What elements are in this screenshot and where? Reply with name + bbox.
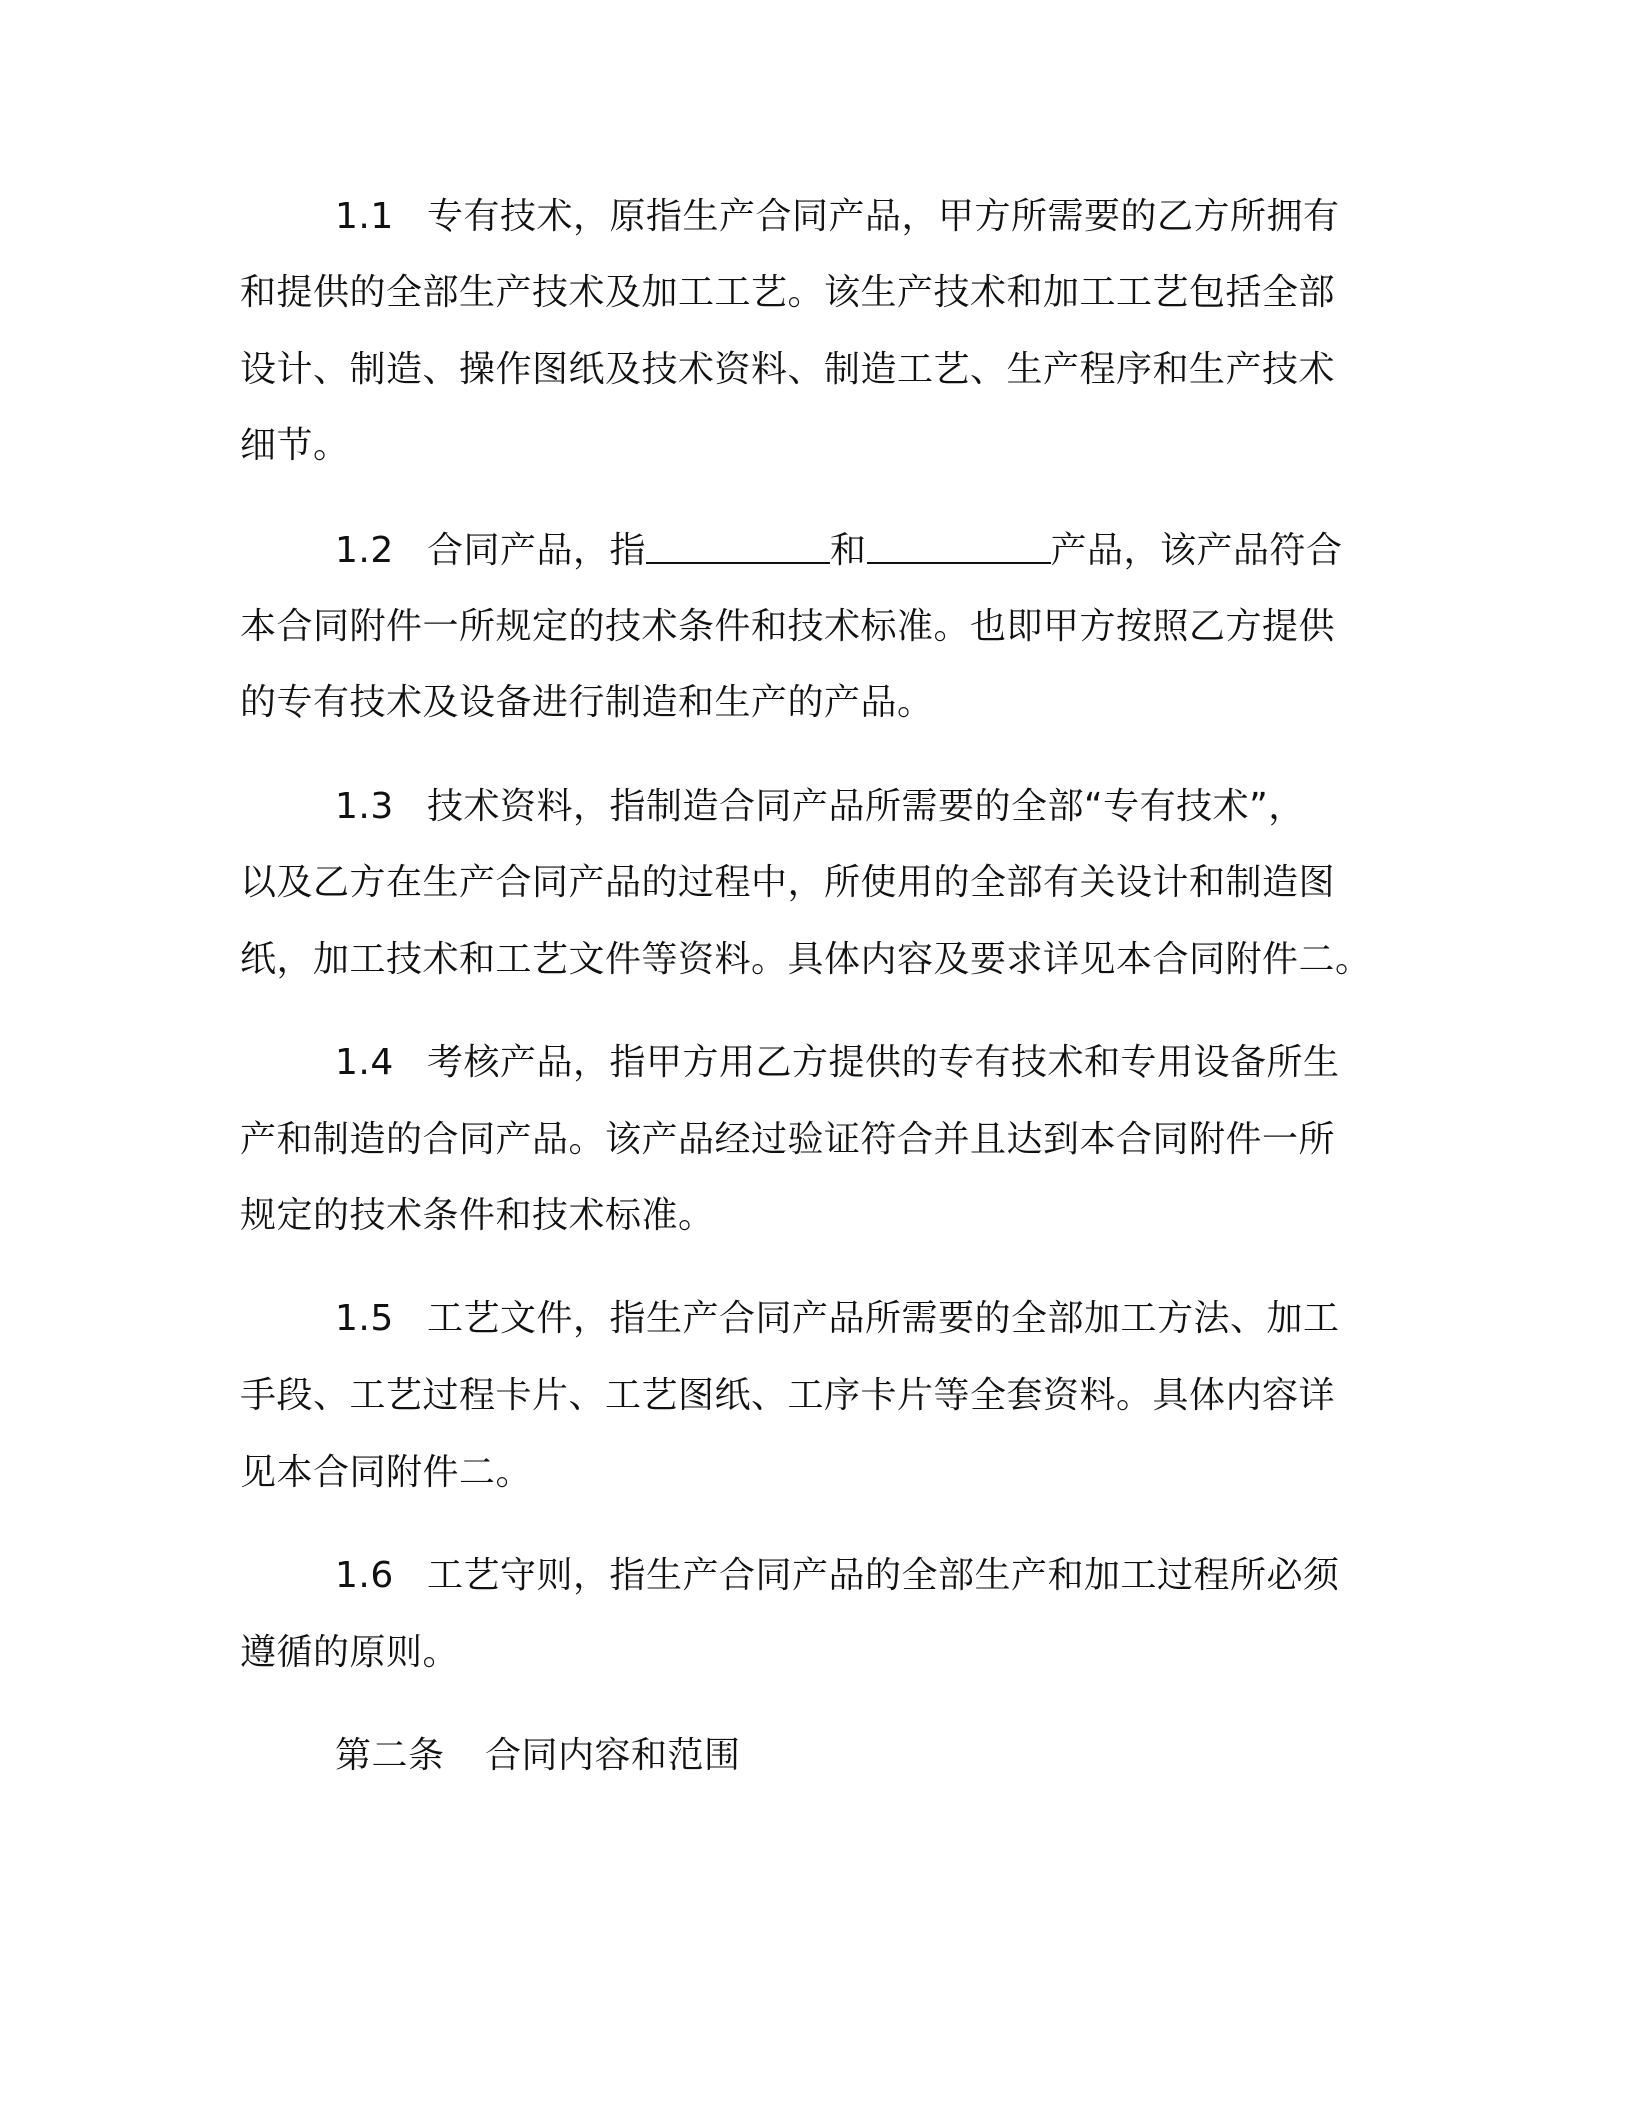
para-1-3-line-3: 纸，加工技术和工艺文件等资料。具体内容及要求详见本合同附件二。 [240,939,1372,980]
para-1-5-line-3: 见本合同附件二。 [240,1452,533,1493]
para-1-1-line-3: 设计、制造、操作图纸及技术资料、制造工艺、生产程序和生产技术 [240,349,1336,390]
para-1-3-line-1 [335,785,1305,829]
para-1-4-line-3: 规定的技术条件和技术标准。 [240,1195,715,1236]
clause-text: 专有技术，原指生产合同产品，甲方所需要的乙方所拥有 [427,196,1340,237]
clause-number: 1.5 [335,1298,394,1339]
para-1-5-line-2: 手段、工艺过程卡片、工艺图纸、工序卡片等全套资料。具体内容详 [240,1375,1336,1416]
para-1-2-line-2: 本合同附件一所规定的技术条件和技术标准。也即甲方按照乙方提供 [240,606,1336,647]
para-1-4-line-1 [335,1041,1340,1085]
article-label: 第二条 [335,1735,445,1776]
clause-number: 1.2 [335,530,394,571]
para-1-2-line-1 [335,528,1343,573]
clause-text: 产品，该产品符合 [1050,530,1343,571]
clause-number: 1.6 [335,1555,394,1596]
fill-in-blank[interactable] [646,528,830,564]
clause-number: 1.1 [335,196,394,237]
para-1-5-line-1 [335,1297,1340,1341]
para-1-1-line-2: 和提供的全部生产技术及加工工艺。该生产技术和加工工艺包括全部 [240,272,1336,313]
para-1-4-line-2: 产和制造的合同产品。该产品经过验证符合并且达到本合同附件一所 [240,1119,1336,1160]
clause-text: 工艺守则，指生产合同产品的全部生产和加工过程所必须 [427,1555,1340,1596]
para-1-1-line-4: 细节。 [240,425,350,466]
clause-number: 1.3 [335,786,394,827]
clause-text: 技术资料，指制造合同产品所需要的全部“专有技术”， [427,786,1305,827]
article-title: 合同内容和范围 [485,1735,741,1776]
clause-number: 1.4 [335,1042,394,1083]
article-2-heading [335,1734,741,1778]
fill-in-blank[interactable] [867,528,1051,564]
para-1-1-line-1 [335,195,1340,239]
para-1-6-line-2: 遵循的原则。 [240,1632,460,1673]
clause-text: 和 [830,530,867,571]
clause-text: 合同产品，指 [427,530,647,571]
para-1-2-line-3: 的专有技术及设备进行制造和生产的产品。 [240,682,934,723]
para-1-6-line-1 [335,1554,1340,1598]
clause-text: 工艺文件，指生产合同产品所需要的全部加工方法、加工 [427,1298,1340,1339]
clause-text: 考核产品，指甲方用乙方提供的专有技术和专用设备所生 [427,1042,1340,1083]
para-1-3-line-2: 以及乙方在生产合同产品的过程中，所使用的全部有关设计和制造图 [240,862,1336,903]
